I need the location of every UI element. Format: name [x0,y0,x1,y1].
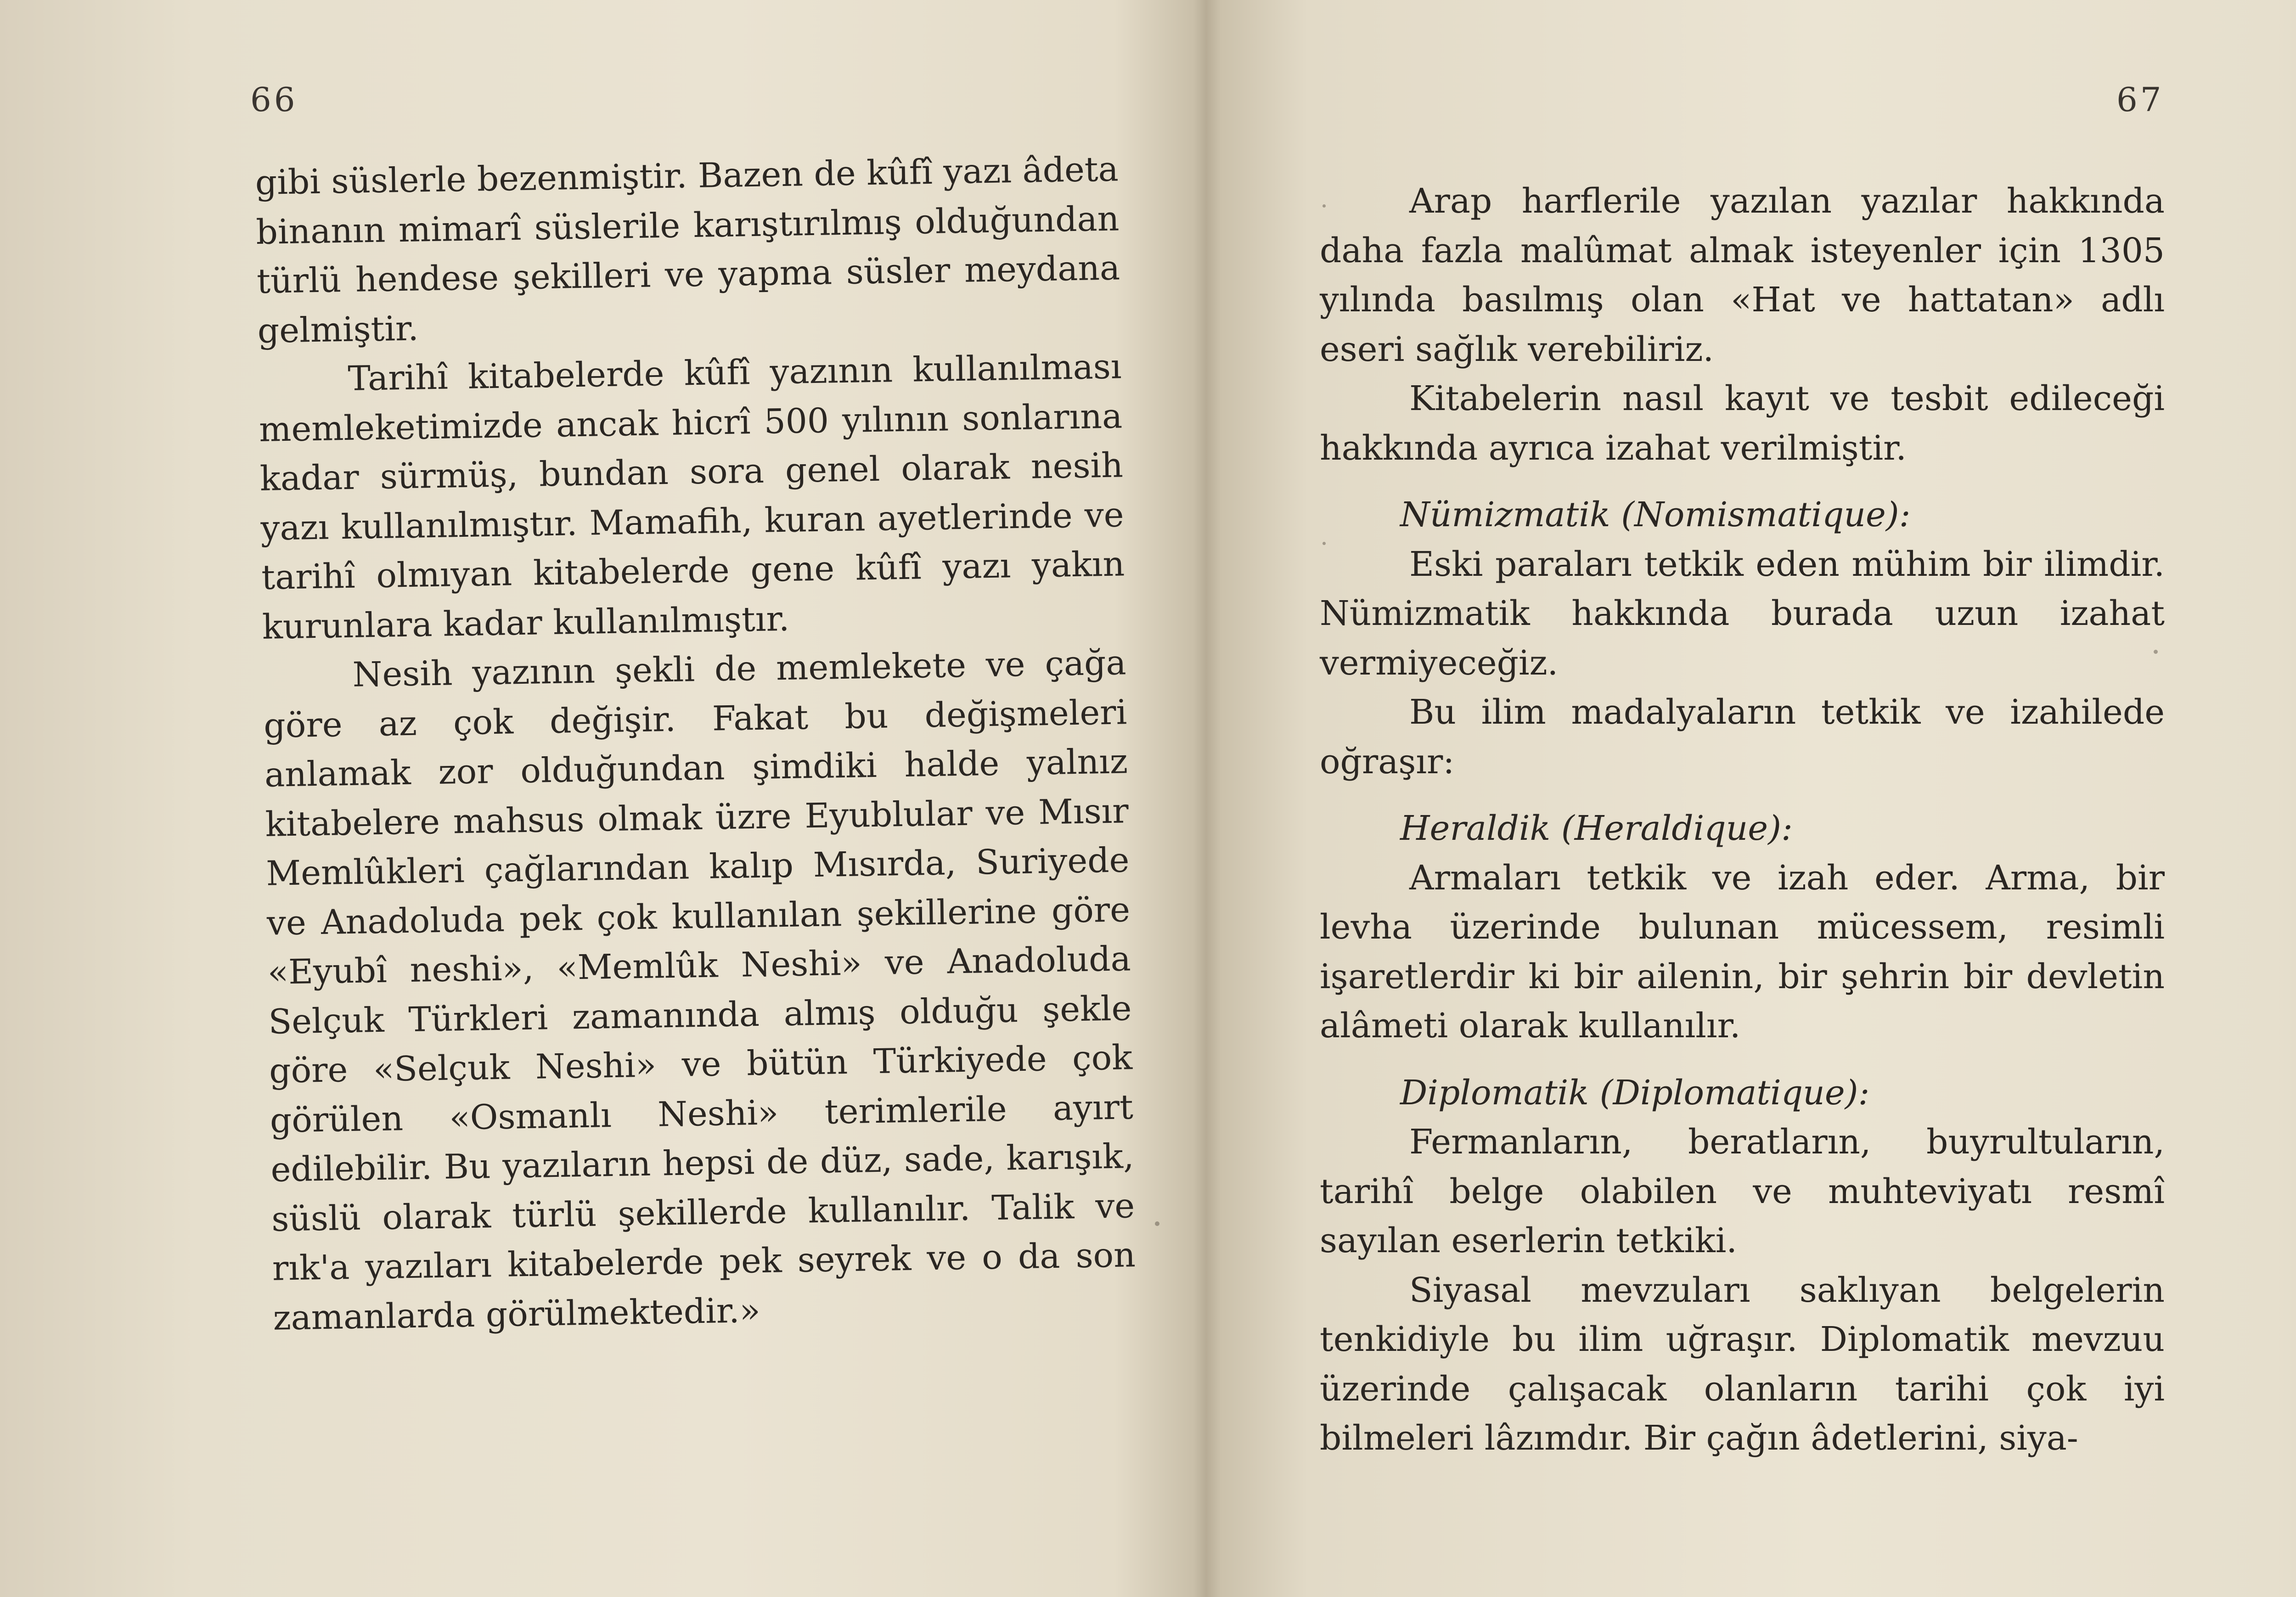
right-page-text [1320,177,2165,1463]
paragraph: Nesih yazının şekli de memlekete ve çağa göre az çok değişir. Fakat bu değişmeleri anlamak zor olduğundan şimdiki halde yalnız kitabelere mahsus olmak üzre Eyublular ve Mısır Memlûkleri çağlarından kalıp Mısırda, Suriyede ve Anadoluda pek çok kullanılan şekillerine göre «Eyubî neshi», «Memlûk Neshi» ve Anadoluda Selçuk Türkleri zamanında almış olduğu şekle göre «Selçuk Neshi» ve bütün Türkiyede çok görülen «Osmanlı Neshi» terimlerile ayırt edilebilir. Bu yazıların hepsi de düz, sade, karışık, süslü olarak türlü şekillerde kullanılır. Talik ve rık'a yazıları kitabelerde pek seyrek ve o da son zamanlarda görülmektedir.» [263,643,1136,1338]
section-heading-numismatics: Nümizmatik (Nomismatique): [1400,495,1911,534]
left-page-text [255,145,1137,1343]
paragraph: Siyasal mevzuları saklıyan belgelerin tenkidiyle bu ilim uğraşır. Diplomatik mevzuu üzerinde çalışacak olanların tarihi çok iyi bilmeleri lâzımdır. Bir çağın âdetlerini, siya- [1320,1270,2165,1458]
page-number-left: 66 [250,80,298,119]
paragraph: Tarihî kitabelerde kûfî yazının kullanılması memleketimizde ancak hicrî 500 yılının sonlarına kadar sürmüş, bundan sora genel olarak nesih yazı kullanılmıştır. Mamafih, kuran ayetlerinde ve tarihî olmıyan kitabelerde gene kûfî yazı yakın kurunlara kadar kullanılmıştır. [259,347,1125,647]
paragraph: Eski paraları tetkik eden mühim bir ilimdir. Nümizmatik hakkında burada uzun izahat vermiyeceğiz. [1320,544,2165,683]
paragraph: Arap harflerile yazılan yazılar hakkında daha fazla malûmat almak isteyenler için 1305 yılında basılmış olan «Hat ve hattatan» adlı eseri sağlık verebiliriz. [1320,181,2165,369]
section-heading-diplomatics: Diplomatik (Diplomatique): [1400,1073,1870,1113]
section-heading-heraldry: Heraldik (Heraldique): [1400,809,1793,848]
paragraph: Bu ilim madalyaların tetkik ve izahilede oğraşır: [1320,692,2165,782]
paper-speck [1322,542,1326,545]
paper-speck [1155,1221,1159,1226]
page-number-right: 67 [2116,80,2164,119]
paper-speck [1322,204,1326,208]
paragraph: gibi süslerle bezenmiştir. Bazen de kûfî yazı âdeta binanın mimarî süslerile karıştırılmış olduğundan türlü hendese şekilleri ve yapma süsler meydana gelmiştir. [255,149,1120,351]
right-page [1219,0,2296,1597]
paper-speck [2154,650,2158,654]
paragraph: Armaları tetkik ve izah eder. Arma, bir levha üzerinde bulunan mücessem, resimli işaretlerdir ki bir ailenin, bir şehrin bir devletin alâmeti olarak kullanılır. [1320,858,2165,1046]
paragraph: Kitabelerin nasıl kayıt ve tesbit edileceği hakkında ayrıca izahat verilmiştir. [1320,379,2165,468]
paragraph: Fermanların, beratların, buyrultuların, tarihî belge olabilen ve muhteviyatı resmî sayılan eserlerin tetkiki. [1320,1122,2165,1260]
